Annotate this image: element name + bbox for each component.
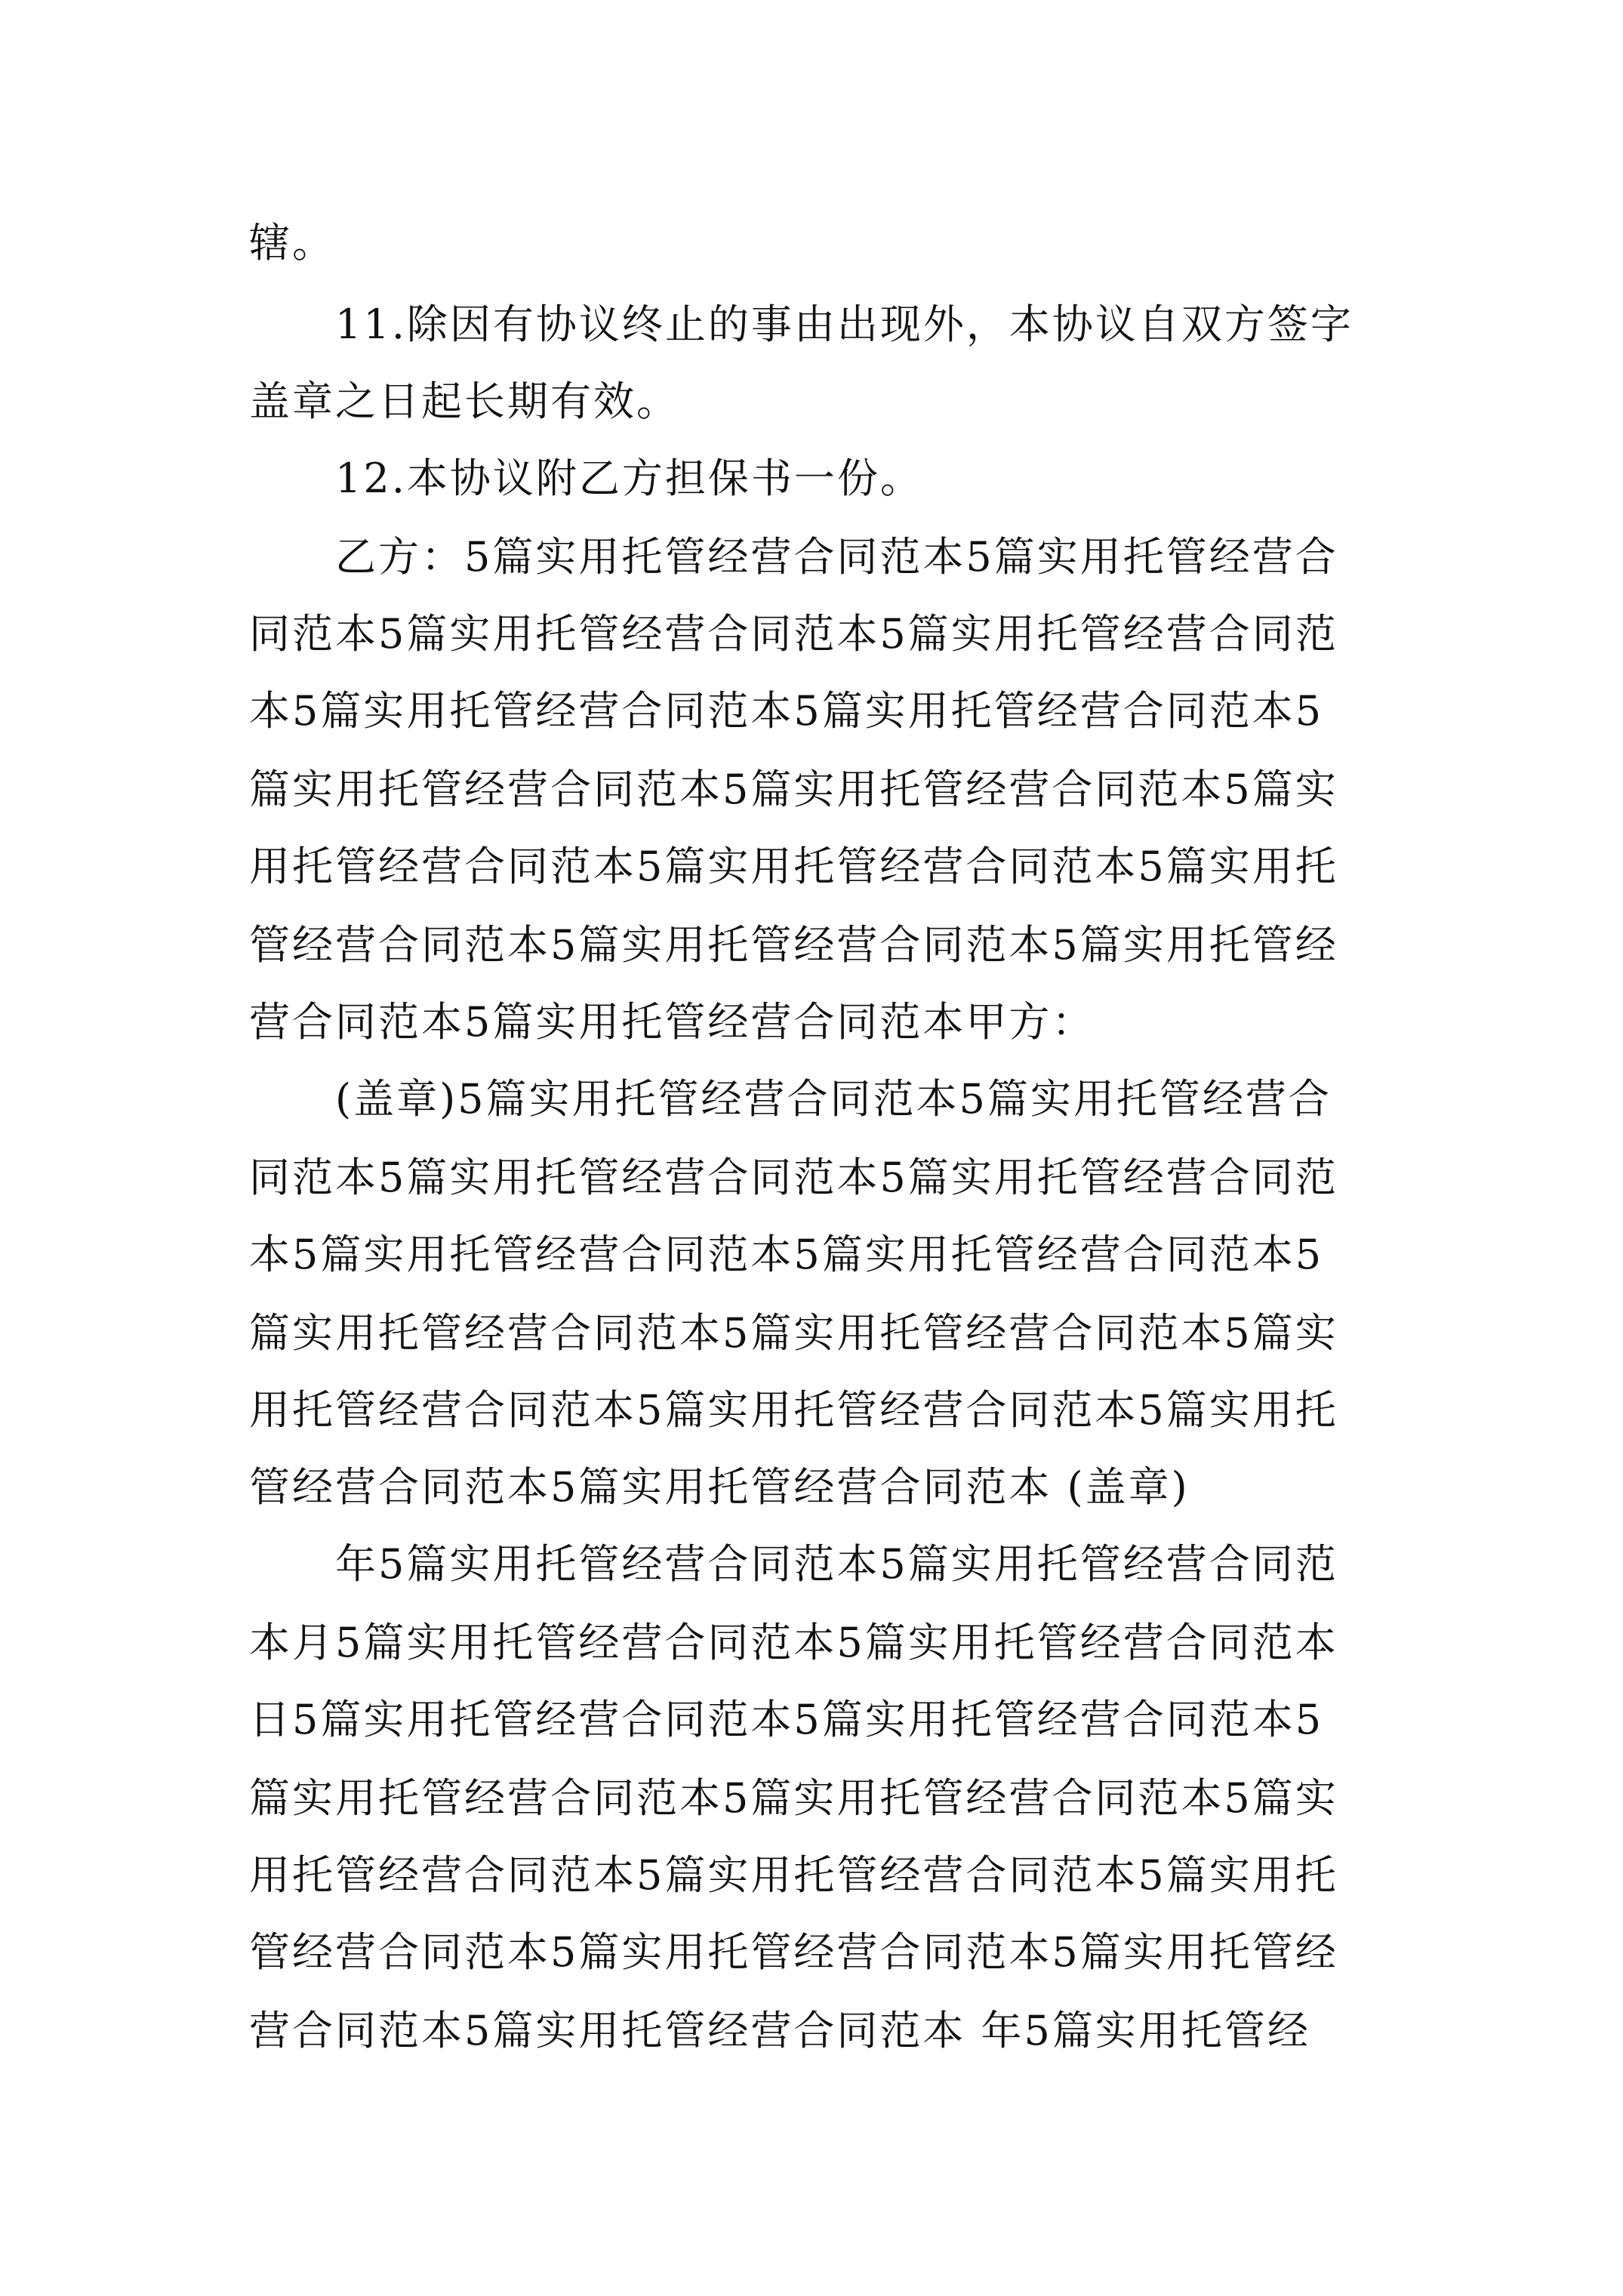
- text-line-5: 乙方：5篇实用托管经营合同范本5篇实用托管经营合: [335, 533, 1338, 581]
- text-line-1: 辖。: [249, 219, 335, 267]
- text-line-17: 管经营合同范本5篇实用托管经营合同范本 (盖章): [249, 1463, 1190, 1511]
- text-line-9: 用托管经营合同范本5篇实用托管经营合同范本5篇实用托: [249, 843, 1338, 890]
- text-line-23: 管经营合同范本5篇实用托管经营合同范本5篇实用托管经: [249, 1928, 1338, 1976]
- text-line-21: 篇实用托管经营合同范本5篇实用托管经营合同范本5篇实: [249, 1774, 1338, 1822]
- text-line-22: 用托管经营合同范本5篇实用托管经营合同范本5篇实用托: [249, 1851, 1338, 1899]
- text-line-24: 营合同范本5篇实用托管经营合同范本 年5篇实用托管经: [249, 2007, 1310, 2054]
- text-line-2: 11.除因有协议终止的事由出现外，本协议自双方签字: [335, 300, 1354, 348]
- text-line-20: 日5篇实用托管经营合同范本5篇实用托管经营合同范本5: [249, 1696, 1324, 1743]
- text-line-18: 年5篇实用托管经营合同范本5篇实用托管经营合同范: [335, 1540, 1338, 1588]
- text-line-8: 篇实用托管经营合同范本5篇实用托管经营合同范本5篇实: [249, 766, 1338, 813]
- text-line-12: (盖章)5篇实用托管经营合同范本5篇实用托管经营合: [335, 1075, 1332, 1123]
- text-line-14: 本5篇实用托管经营合同范本5篇实用托管经营合同范本5: [249, 1231, 1324, 1278]
- text-line-3: 盖章之日起长期有效。: [249, 378, 679, 425]
- text-line-16: 用托管经营合同范本5篇实用托管经营合同范本5篇实用托: [249, 1386, 1338, 1434]
- text-line-6: 同范本5篇实用托管经营合同范本5篇实用托管经营合同范: [249, 610, 1338, 658]
- text-line-10: 管经营合同范本5篇实用托管经营合同范本5篇实用托管经: [249, 921, 1338, 969]
- text-line-11: 营合同范本5篇实用托管经营合同范本甲方：: [249, 998, 1095, 1046]
- text-line-4: 12.本协议附乙方担保书一份。: [335, 455, 923, 502]
- text-line-19: 本月5篇实用托管经营合同范本5篇实用托管经营合同范本: [249, 1619, 1338, 1666]
- text-line-7: 本5篇实用托管经营合同范本5篇实用托管经营合同范本5: [249, 687, 1324, 735]
- text-line-13: 同范本5篇实用托管经营合同范本5篇实用托管经营合同范: [249, 1154, 1338, 1201]
- text-line-15: 篇实用托管经营合同范本5篇实用托管经营合同范本5篇实: [249, 1309, 1338, 1357]
